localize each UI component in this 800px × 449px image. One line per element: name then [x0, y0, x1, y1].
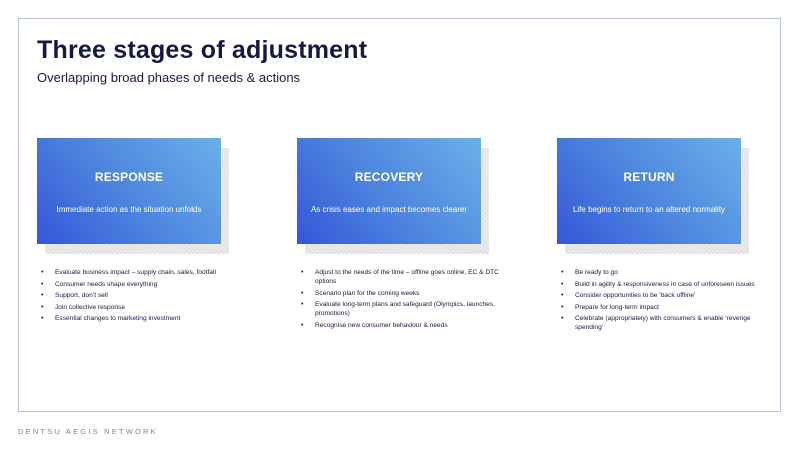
stage-return [557, 138, 769, 332]
stage-recovery [297, 138, 509, 329]
bullet-item: • Be ready to go [557, 268, 765, 277]
bullet-item: • Evaluate long-term plans and safeguard (Olympics, launches, promotions) [297, 300, 505, 318]
stage-card [297, 138, 481, 244]
stage-description: Life begins to return to an altered normality [572, 205, 726, 214]
bullet-item: • Join collective response [37, 303, 245, 312]
stage-description: As crisis eases and impact becomes clearer [310, 205, 468, 214]
bullet-item: • Recognise new consumer behaviour & needs [297, 321, 505, 330]
stage-card [37, 138, 221, 244]
footer-brand: DENTSU AEGIS NETWORK [18, 427, 158, 436]
stage-card-wrapper [297, 138, 481, 244]
page-title: Three stages of adjustment [37, 36, 368, 64]
page-subtitle: Overlapping broad phases of needs & actions [37, 70, 301, 85]
stage-title: RECOVERY [354, 170, 424, 184]
stage-bullet-list [297, 268, 505, 332]
stage-bullet-list [37, 268, 245, 326]
bullet-item: • Scenario plan for the coming weeks [297, 289, 505, 298]
stage-title: RETURN [623, 170, 675, 184]
bullet-item: • Consumer needs shape everything [37, 280, 245, 289]
bullet-item: • Support, don’t sell [37, 291, 245, 300]
stage-title: RESPONSE [94, 170, 164, 184]
stage-bullet-list [557, 268, 765, 335]
bullet-item: • Build in agility & responsiveness in case of unforeseen issues [557, 280, 765, 289]
bullet-item: • Evaluate business impact – supply chain, sales, footfall [37, 268, 245, 277]
stage-card [557, 138, 741, 244]
stage-card-wrapper [557, 138, 741, 244]
stage-card-wrapper [37, 138, 221, 244]
bullet-item: • Consider opportunities to be ‘back offline’ [557, 291, 765, 300]
stage-description: Immediate action as the situation unfolds [56, 205, 202, 214]
bullet-item: • Essential changes to marketing investment [37, 314, 245, 323]
bullet-item: • Adjust to the needs of the time – offline goes online, EC & DTC options [297, 268, 505, 286]
bullet-item: • Celebrate (appropriately) with consumers & enable ‘revenge spending’ [557, 314, 765, 332]
bullet-item: • Prepare for long-term impact [557, 303, 765, 312]
stage-response [37, 138, 249, 323]
